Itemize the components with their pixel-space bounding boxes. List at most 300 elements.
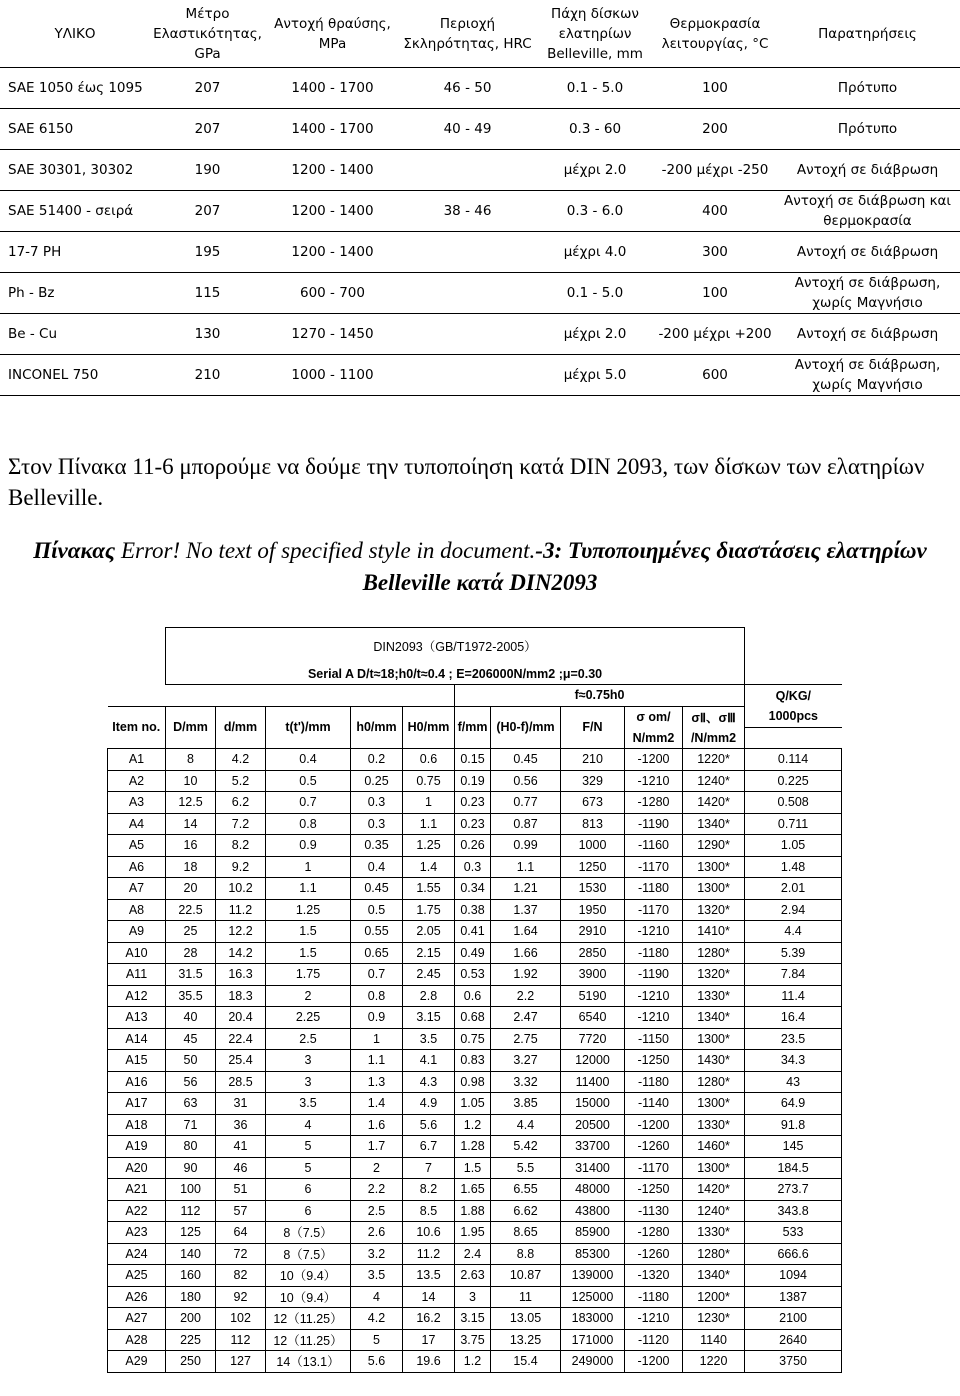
table-row bbox=[108, 964, 842, 986]
cell-d: 36 bbox=[216, 1114, 266, 1136]
cell-strength: 1200 - 1400 bbox=[265, 232, 400, 273]
cell-D: 16 bbox=[166, 835, 216, 857]
cell-H0-f: 0.87 bbox=[491, 813, 561, 835]
table-row bbox=[108, 985, 842, 1007]
cell-modulus: 207 bbox=[150, 109, 265, 150]
cell-H0: 6.7 bbox=[403, 1136, 455, 1158]
header-strength: Αντοχή θραύσης, MPa bbox=[265, 0, 400, 68]
cell-H0: 2.15 bbox=[403, 942, 455, 964]
cell-item: A15 bbox=[108, 1050, 166, 1072]
table-row bbox=[108, 1114, 842, 1136]
header-sigma-om: σ om/ bbox=[625, 706, 683, 727]
cell-H0: 4.3 bbox=[403, 1071, 455, 1093]
cell-item: A4 bbox=[108, 813, 166, 835]
cell-material: INCONEL 750 bbox=[0, 355, 150, 396]
cell-D: 112 bbox=[166, 1200, 216, 1222]
cell-h0: 0.4 bbox=[351, 856, 403, 878]
caption-suffix: -3: Τυποποιημένες διαστάσεις ελατηρίων Belleville κατά DIN2093 bbox=[362, 538, 927, 595]
table-row bbox=[108, 1329, 842, 1351]
cell-remarks: Αντοχή σε διάβρωση, χωρίς Μαγνήσιο bbox=[775, 273, 960, 314]
header-d: d/mm bbox=[216, 706, 266, 749]
cell-t: 5 bbox=[266, 1136, 351, 1158]
cell-sigma-om: -1210 bbox=[625, 1007, 683, 1029]
cell-modulus: 210 bbox=[150, 355, 265, 396]
cell-d: 46 bbox=[216, 1157, 266, 1179]
cell-F: 33700 bbox=[561, 1136, 625, 1158]
cell-H0-f: 1.37 bbox=[491, 899, 561, 921]
table-row bbox=[108, 899, 842, 921]
cell-hardness bbox=[400, 355, 535, 396]
cell-material: Be - Cu bbox=[0, 314, 150, 355]
cell-t: 2.5 bbox=[266, 1028, 351, 1050]
cell-H0-f: 0.56 bbox=[491, 770, 561, 792]
din-series: Serial A D/t≈18;h0/t≈0.4 ; E=206000N/mm2 ;μ=0.30 bbox=[166, 664, 745, 685]
cell-d: 6.2 bbox=[216, 792, 266, 814]
cell-h0: 0.7 bbox=[351, 964, 403, 986]
cell-H0-f: 2.47 bbox=[491, 1007, 561, 1029]
cell-t: 1.25 bbox=[266, 899, 351, 921]
cell-D: 22.5 bbox=[166, 899, 216, 921]
cell-qkg: 2640 bbox=[745, 1329, 842, 1351]
cell-sigma-23: 1330* bbox=[683, 985, 745, 1007]
cell-qkg: 64.9 bbox=[745, 1093, 842, 1115]
cell-H0: 13.5 bbox=[403, 1265, 455, 1287]
cell-F: 1000 bbox=[561, 835, 625, 857]
header-temperature: Θερμοκρασία λειτουργίας, °C bbox=[655, 0, 775, 68]
cell-d: 11.2 bbox=[216, 899, 266, 921]
cell-H0: 2.45 bbox=[403, 964, 455, 986]
cell-f: 0.34 bbox=[455, 878, 491, 900]
cell-sigma-23: 1330* bbox=[683, 1114, 745, 1136]
table-row bbox=[108, 792, 842, 814]
cell-F: 11400 bbox=[561, 1071, 625, 1093]
cell-d: 8.2 bbox=[216, 835, 266, 857]
cell-h0: 1 bbox=[351, 1028, 403, 1050]
header-H0: H0/mm bbox=[403, 706, 455, 749]
cell-H0: 0.6 bbox=[403, 749, 455, 771]
cell-d: 72 bbox=[216, 1243, 266, 1265]
cell-sigma-om: -1210 bbox=[625, 1308, 683, 1330]
cell-t: 12（11.25） bbox=[266, 1308, 351, 1330]
cell-t: 1.5 bbox=[266, 942, 351, 964]
cell-H0: 11.2 bbox=[403, 1243, 455, 1265]
table-row bbox=[0, 314, 960, 355]
cell-D: 125 bbox=[166, 1222, 216, 1244]
table-row bbox=[108, 770, 842, 792]
cell-t: 8（7.5） bbox=[266, 1243, 351, 1265]
cell-sigma-om: -1180 bbox=[625, 878, 683, 900]
cell-qkg: 43 bbox=[745, 1071, 842, 1093]
cell-D: 160 bbox=[166, 1265, 216, 1287]
cell-sigma-om: -1280 bbox=[625, 792, 683, 814]
din-f-group: f≈0.75h0 bbox=[455, 685, 745, 707]
header-thickness: Πάχη δίσκων ελατηρίων Belleville, mm bbox=[535, 0, 655, 68]
cell-modulus: 207 bbox=[150, 68, 265, 109]
cell-d: 9.2 bbox=[216, 856, 266, 878]
cell-item: A18 bbox=[108, 1114, 166, 1136]
header-F: F/N bbox=[561, 706, 625, 749]
cell-H0-f: 5.42 bbox=[491, 1136, 561, 1158]
cell-sigma-om: -1130 bbox=[625, 1200, 683, 1222]
cell-d: 5.2 bbox=[216, 770, 266, 792]
cell-H0: 1 bbox=[403, 792, 455, 814]
cell-h0: 4 bbox=[351, 1286, 403, 1308]
cell-h0: 0.65 bbox=[351, 942, 403, 964]
cell-f: 1.95 bbox=[455, 1222, 491, 1244]
cell-d: 127 bbox=[216, 1351, 266, 1373]
cell-hardness bbox=[400, 273, 535, 314]
header-H0-f: (H0-f)/mm bbox=[491, 706, 561, 749]
cell-d: 18.3 bbox=[216, 985, 266, 1007]
cell-f: 0.23 bbox=[455, 813, 491, 835]
cell-sigma-23: 1280* bbox=[683, 1243, 745, 1265]
table-row bbox=[108, 942, 842, 964]
cell-t: 0.5 bbox=[266, 770, 351, 792]
cell-modulus: 190 bbox=[150, 150, 265, 191]
table-row bbox=[108, 1200, 842, 1222]
cell-d: 4.2 bbox=[216, 749, 266, 771]
cell-sigma-om: -1250 bbox=[625, 1050, 683, 1072]
cell-d: 10.2 bbox=[216, 878, 266, 900]
cell-thickness: 0.3 - 6.0 bbox=[535, 191, 655, 232]
cell-H0: 10.6 bbox=[403, 1222, 455, 1244]
cell-D: 90 bbox=[166, 1157, 216, 1179]
cell-F: 7720 bbox=[561, 1028, 625, 1050]
cell-h0: 3.2 bbox=[351, 1243, 403, 1265]
table-row bbox=[0, 232, 960, 273]
table-row bbox=[108, 1050, 842, 1072]
cell-f: 1.28 bbox=[455, 1136, 491, 1158]
cell-item: A27 bbox=[108, 1308, 166, 1330]
cell-sigma-om: -1190 bbox=[625, 813, 683, 835]
cell-sigma-23: 1230* bbox=[683, 1308, 745, 1330]
cell-H0: 2.05 bbox=[403, 921, 455, 943]
table-row bbox=[108, 1093, 842, 1115]
cell-f: 0.38 bbox=[455, 899, 491, 921]
cell-qkg: 145 bbox=[745, 1136, 842, 1158]
table-row bbox=[108, 921, 842, 943]
cell-F: 85300 bbox=[561, 1243, 625, 1265]
cell-h0: 0.5 bbox=[351, 899, 403, 921]
cell-D: 8 bbox=[166, 749, 216, 771]
cell-modulus: 195 bbox=[150, 232, 265, 273]
table-row bbox=[108, 1028, 842, 1050]
cell-sigma-23: 1340* bbox=[683, 1007, 745, 1029]
cell-qkg: 666.6 bbox=[745, 1243, 842, 1265]
cell-modulus: 115 bbox=[150, 273, 265, 314]
cell-sigma-om: -1140 bbox=[625, 1093, 683, 1115]
cell-H0: 0.75 bbox=[403, 770, 455, 792]
cell-H0: 2.8 bbox=[403, 985, 455, 1007]
cell-item: A2 bbox=[108, 770, 166, 792]
cell-hardness: 38 - 46 bbox=[400, 191, 535, 232]
din-group-row bbox=[108, 685, 842, 707]
table-row bbox=[108, 749, 842, 771]
cell-sigma-23: 1290* bbox=[683, 835, 745, 857]
cell-sigma-23: 1300* bbox=[683, 878, 745, 900]
cell-d: 14.2 bbox=[216, 942, 266, 964]
cell-sigma-23: 1300* bbox=[683, 856, 745, 878]
cell-item: A16 bbox=[108, 1071, 166, 1093]
din2093-table bbox=[107, 627, 842, 1373]
header-hardness: Περιοχή Σκληρότητας, HRC bbox=[400, 0, 535, 68]
cell-D: 20 bbox=[166, 878, 216, 900]
cell-f: 0.49 bbox=[455, 942, 491, 964]
materials-table bbox=[0, 0, 960, 396]
cell-H0-f: 1.66 bbox=[491, 942, 561, 964]
cell-d: 20.4 bbox=[216, 1007, 266, 1029]
cell-temperature: 200 bbox=[655, 109, 775, 150]
din-qkg-bottom: 1000pcs bbox=[745, 706, 842, 727]
cell-remarks: Αντοχή σε διάβρωση bbox=[775, 314, 960, 355]
header-sigma-23-unit: /N/mm2 bbox=[683, 727, 745, 749]
cell-strength: 1400 - 1700 bbox=[265, 109, 400, 150]
cell-t: 0.9 bbox=[266, 835, 351, 857]
cell-sigma-om: -1180 bbox=[625, 1286, 683, 1308]
cell-F: 85900 bbox=[561, 1222, 625, 1244]
cell-H0: 5.6 bbox=[403, 1114, 455, 1136]
cell-sigma-23: 1280* bbox=[683, 942, 745, 964]
cell-H0-f: 8.8 bbox=[491, 1243, 561, 1265]
header-remarks: Παρατηρήσεις bbox=[775, 0, 960, 68]
cell-sigma-om: -1150 bbox=[625, 1028, 683, 1050]
cell-item: A13 bbox=[108, 1007, 166, 1029]
cell-f: 3 bbox=[455, 1286, 491, 1308]
cell-qkg: 0.508 bbox=[745, 792, 842, 814]
cell-f: 1.88 bbox=[455, 1200, 491, 1222]
cell-qkg: 1.48 bbox=[745, 856, 842, 878]
header-sigma-23: σⅡ、σⅢ bbox=[683, 706, 745, 727]
cell-item: A28 bbox=[108, 1329, 166, 1351]
table-row bbox=[108, 835, 842, 857]
cell-H0-f: 8.65 bbox=[491, 1222, 561, 1244]
cell-sigma-23: 1300* bbox=[683, 1157, 745, 1179]
table-row bbox=[108, 1286, 842, 1308]
cell-sigma-om: -1280 bbox=[625, 1222, 683, 1244]
cell-qkg: 91.8 bbox=[745, 1114, 842, 1136]
cell-D: 28 bbox=[166, 942, 216, 964]
cell-h0: 2 bbox=[351, 1157, 403, 1179]
cell-material: SAE 1050 έως 1095 bbox=[0, 68, 150, 109]
table-row bbox=[0, 109, 960, 150]
table-row bbox=[108, 1308, 842, 1330]
cell-D: 71 bbox=[166, 1114, 216, 1136]
cell-H0-f: 3.27 bbox=[491, 1050, 561, 1072]
cell-H0: 19.6 bbox=[403, 1351, 455, 1373]
table-row bbox=[108, 1351, 842, 1373]
cell-f: 0.83 bbox=[455, 1050, 491, 1072]
cell-F: 20500 bbox=[561, 1114, 625, 1136]
cell-D: 35.5 bbox=[166, 985, 216, 1007]
table-row bbox=[108, 1136, 842, 1158]
table-row bbox=[108, 813, 842, 835]
cell-d: 102 bbox=[216, 1308, 266, 1330]
cell-temperature: 100 bbox=[655, 273, 775, 314]
table-row bbox=[0, 273, 960, 314]
intro-paragraph: Στον Πίνακα 11-6 μπορούμε να δούμε την τυποποίηση κατά DIN 2093, των δίσκων των ελατηρίων Belleville. bbox=[8, 454, 925, 510]
cell-f: 0.75 bbox=[455, 1028, 491, 1050]
cell-qkg: 1094 bbox=[745, 1265, 842, 1287]
cell-qkg: 0.114 bbox=[745, 749, 842, 771]
cell-f: 0.98 bbox=[455, 1071, 491, 1093]
cell-thickness: μέχρι 2.0 bbox=[535, 314, 655, 355]
cell-sigma-om: -1170 bbox=[625, 1157, 683, 1179]
cell-t: 5 bbox=[266, 1157, 351, 1179]
header-f: f/mm bbox=[455, 706, 491, 749]
cell-h0: 1.1 bbox=[351, 1050, 403, 1072]
cell-material: Ph - Bz bbox=[0, 273, 150, 314]
cell-t: 1.5 bbox=[266, 921, 351, 943]
cell-thickness: μέχρι 5.0 bbox=[535, 355, 655, 396]
cell-qkg: 1.05 bbox=[745, 835, 842, 857]
cell-qkg: 3750 bbox=[745, 1351, 842, 1373]
cell-item: A17 bbox=[108, 1093, 166, 1115]
cell-f: 0.26 bbox=[455, 835, 491, 857]
caption-prefix: Πίνακας bbox=[33, 538, 116, 563]
cell-d: 57 bbox=[216, 1200, 266, 1222]
cell-qkg: 2100 bbox=[745, 1308, 842, 1330]
cell-H0-f: 1.92 bbox=[491, 964, 561, 986]
cell-sigma-om: -1160 bbox=[625, 835, 683, 857]
cell-H0: 7 bbox=[403, 1157, 455, 1179]
cell-d: 64 bbox=[216, 1222, 266, 1244]
cell-sigma-23: 1320* bbox=[683, 964, 745, 986]
cell-H0-f: 1.1 bbox=[491, 856, 561, 878]
cell-hardness bbox=[400, 150, 535, 191]
cell-H0-f: 13.25 bbox=[491, 1329, 561, 1351]
table-row bbox=[108, 1179, 842, 1201]
cell-h0: 4.2 bbox=[351, 1308, 403, 1330]
cell-t: 10（9.4） bbox=[266, 1265, 351, 1287]
cell-temperature: -200 μέχρι +200 bbox=[655, 314, 775, 355]
cell-sigma-om: -1260 bbox=[625, 1136, 683, 1158]
cell-t: 3 bbox=[266, 1050, 351, 1072]
cell-F: 12000 bbox=[561, 1050, 625, 1072]
cell-qkg: 1387 bbox=[745, 1286, 842, 1308]
cell-qkg: 7.84 bbox=[745, 964, 842, 986]
cell-item: A21 bbox=[108, 1179, 166, 1201]
din-title: DIN2093（GB/T1972-2005） bbox=[166, 628, 745, 664]
cell-f: 1.65 bbox=[455, 1179, 491, 1201]
cell-H0-f: 1.64 bbox=[491, 921, 561, 943]
cell-F: 329 bbox=[561, 770, 625, 792]
cell-D: 225 bbox=[166, 1329, 216, 1351]
cell-thickness: 0.1 - 5.0 bbox=[535, 68, 655, 109]
cell-F: 673 bbox=[561, 792, 625, 814]
cell-sigma-om: -1170 bbox=[625, 899, 683, 921]
cell-H0: 16.2 bbox=[403, 1308, 455, 1330]
cell-d: 41 bbox=[216, 1136, 266, 1158]
cell-item: A3 bbox=[108, 792, 166, 814]
cell-f: 0.68 bbox=[455, 1007, 491, 1029]
cell-H0-f: 11 bbox=[491, 1286, 561, 1308]
cell-h0: 5 bbox=[351, 1329, 403, 1351]
cell-H0-f: 2.2 bbox=[491, 985, 561, 1007]
cell-F: 1250 bbox=[561, 856, 625, 878]
cell-t: 14（13.1） bbox=[266, 1351, 351, 1373]
cell-H0-f: 0.45 bbox=[491, 749, 561, 771]
cell-h0: 0.35 bbox=[351, 835, 403, 857]
cell-D: 63 bbox=[166, 1093, 216, 1115]
cell-item: A20 bbox=[108, 1157, 166, 1179]
cell-item: A7 bbox=[108, 878, 166, 900]
materials-header-row bbox=[0, 0, 960, 68]
cell-item: A23 bbox=[108, 1222, 166, 1244]
cell-D: 80 bbox=[166, 1136, 216, 1158]
cell-qkg: 16.4 bbox=[745, 1007, 842, 1029]
cell-H0: 8.2 bbox=[403, 1179, 455, 1201]
cell-qkg: 11.4 bbox=[745, 985, 842, 1007]
cell-D: 10 bbox=[166, 770, 216, 792]
header-D: D/mm bbox=[166, 706, 216, 749]
cell-H0-f: 0.77 bbox=[491, 792, 561, 814]
cell-f: 3.15 bbox=[455, 1308, 491, 1330]
cell-D: 56 bbox=[166, 1071, 216, 1093]
cell-item: A12 bbox=[108, 985, 166, 1007]
cell-H0: 14 bbox=[403, 1286, 455, 1308]
cell-H0-f: 4.4 bbox=[491, 1114, 561, 1136]
cell-H0: 1.55 bbox=[403, 878, 455, 900]
cell-sigma-om: -1210 bbox=[625, 770, 683, 792]
cell-sigma-23: 1280* bbox=[683, 1071, 745, 1093]
cell-f: 3.75 bbox=[455, 1329, 491, 1351]
cell-h0: 0.55 bbox=[351, 921, 403, 943]
cell-sigma-om: -1200 bbox=[625, 1351, 683, 1373]
cell-qkg: 0.225 bbox=[745, 770, 842, 792]
cell-thickness: 0.1 - 5.0 bbox=[535, 273, 655, 314]
cell-D: 40 bbox=[166, 1007, 216, 1029]
cell-d: 12.2 bbox=[216, 921, 266, 943]
cell-F: 249000 bbox=[561, 1351, 625, 1373]
cell-temperature: -200 μέχρι -250 bbox=[655, 150, 775, 191]
cell-F: 2910 bbox=[561, 921, 625, 943]
cell-f: 2.4 bbox=[455, 1243, 491, 1265]
cell-temperature: 100 bbox=[655, 68, 775, 109]
cell-sigma-23: 1330* bbox=[683, 1222, 745, 1244]
cell-F: 1530 bbox=[561, 878, 625, 900]
cell-strength: 600 - 700 bbox=[265, 273, 400, 314]
cell-hardness bbox=[400, 314, 535, 355]
cell-d: 22.4 bbox=[216, 1028, 266, 1050]
cell-F: 48000 bbox=[561, 1179, 625, 1201]
cell-sigma-23: 1240* bbox=[683, 1200, 745, 1222]
table-row bbox=[108, 1243, 842, 1265]
cell-h0: 0.45 bbox=[351, 878, 403, 900]
cell-d: 25.4 bbox=[216, 1050, 266, 1072]
cell-H0: 1.75 bbox=[403, 899, 455, 921]
cell-D: 25 bbox=[166, 921, 216, 943]
cell-t: 8（7.5） bbox=[266, 1222, 351, 1244]
table-row bbox=[108, 1157, 842, 1179]
cell-h0: 0.9 bbox=[351, 1007, 403, 1029]
cell-sigma-23: 1430* bbox=[683, 1050, 745, 1072]
cell-modulus: 130 bbox=[150, 314, 265, 355]
cell-sigma-om: -1320 bbox=[625, 1265, 683, 1287]
cell-F: 31400 bbox=[561, 1157, 625, 1179]
cell-material: SAE 51400 - σειρά bbox=[0, 191, 150, 232]
cell-d: 112 bbox=[216, 1329, 266, 1351]
cell-sigma-om: -1210 bbox=[625, 921, 683, 943]
din-qkg-top: Q/KG/ bbox=[745, 685, 842, 707]
cell-sigma-om: -1120 bbox=[625, 1329, 683, 1351]
cell-sigma-om: -1260 bbox=[625, 1243, 683, 1265]
cell-h0: 0.3 bbox=[351, 813, 403, 835]
cell-f: 1.2 bbox=[455, 1114, 491, 1136]
cell-D: 45 bbox=[166, 1028, 216, 1050]
cell-f: 0.19 bbox=[455, 770, 491, 792]
cell-H0-f: 5.5 bbox=[491, 1157, 561, 1179]
table-row bbox=[108, 1222, 842, 1244]
